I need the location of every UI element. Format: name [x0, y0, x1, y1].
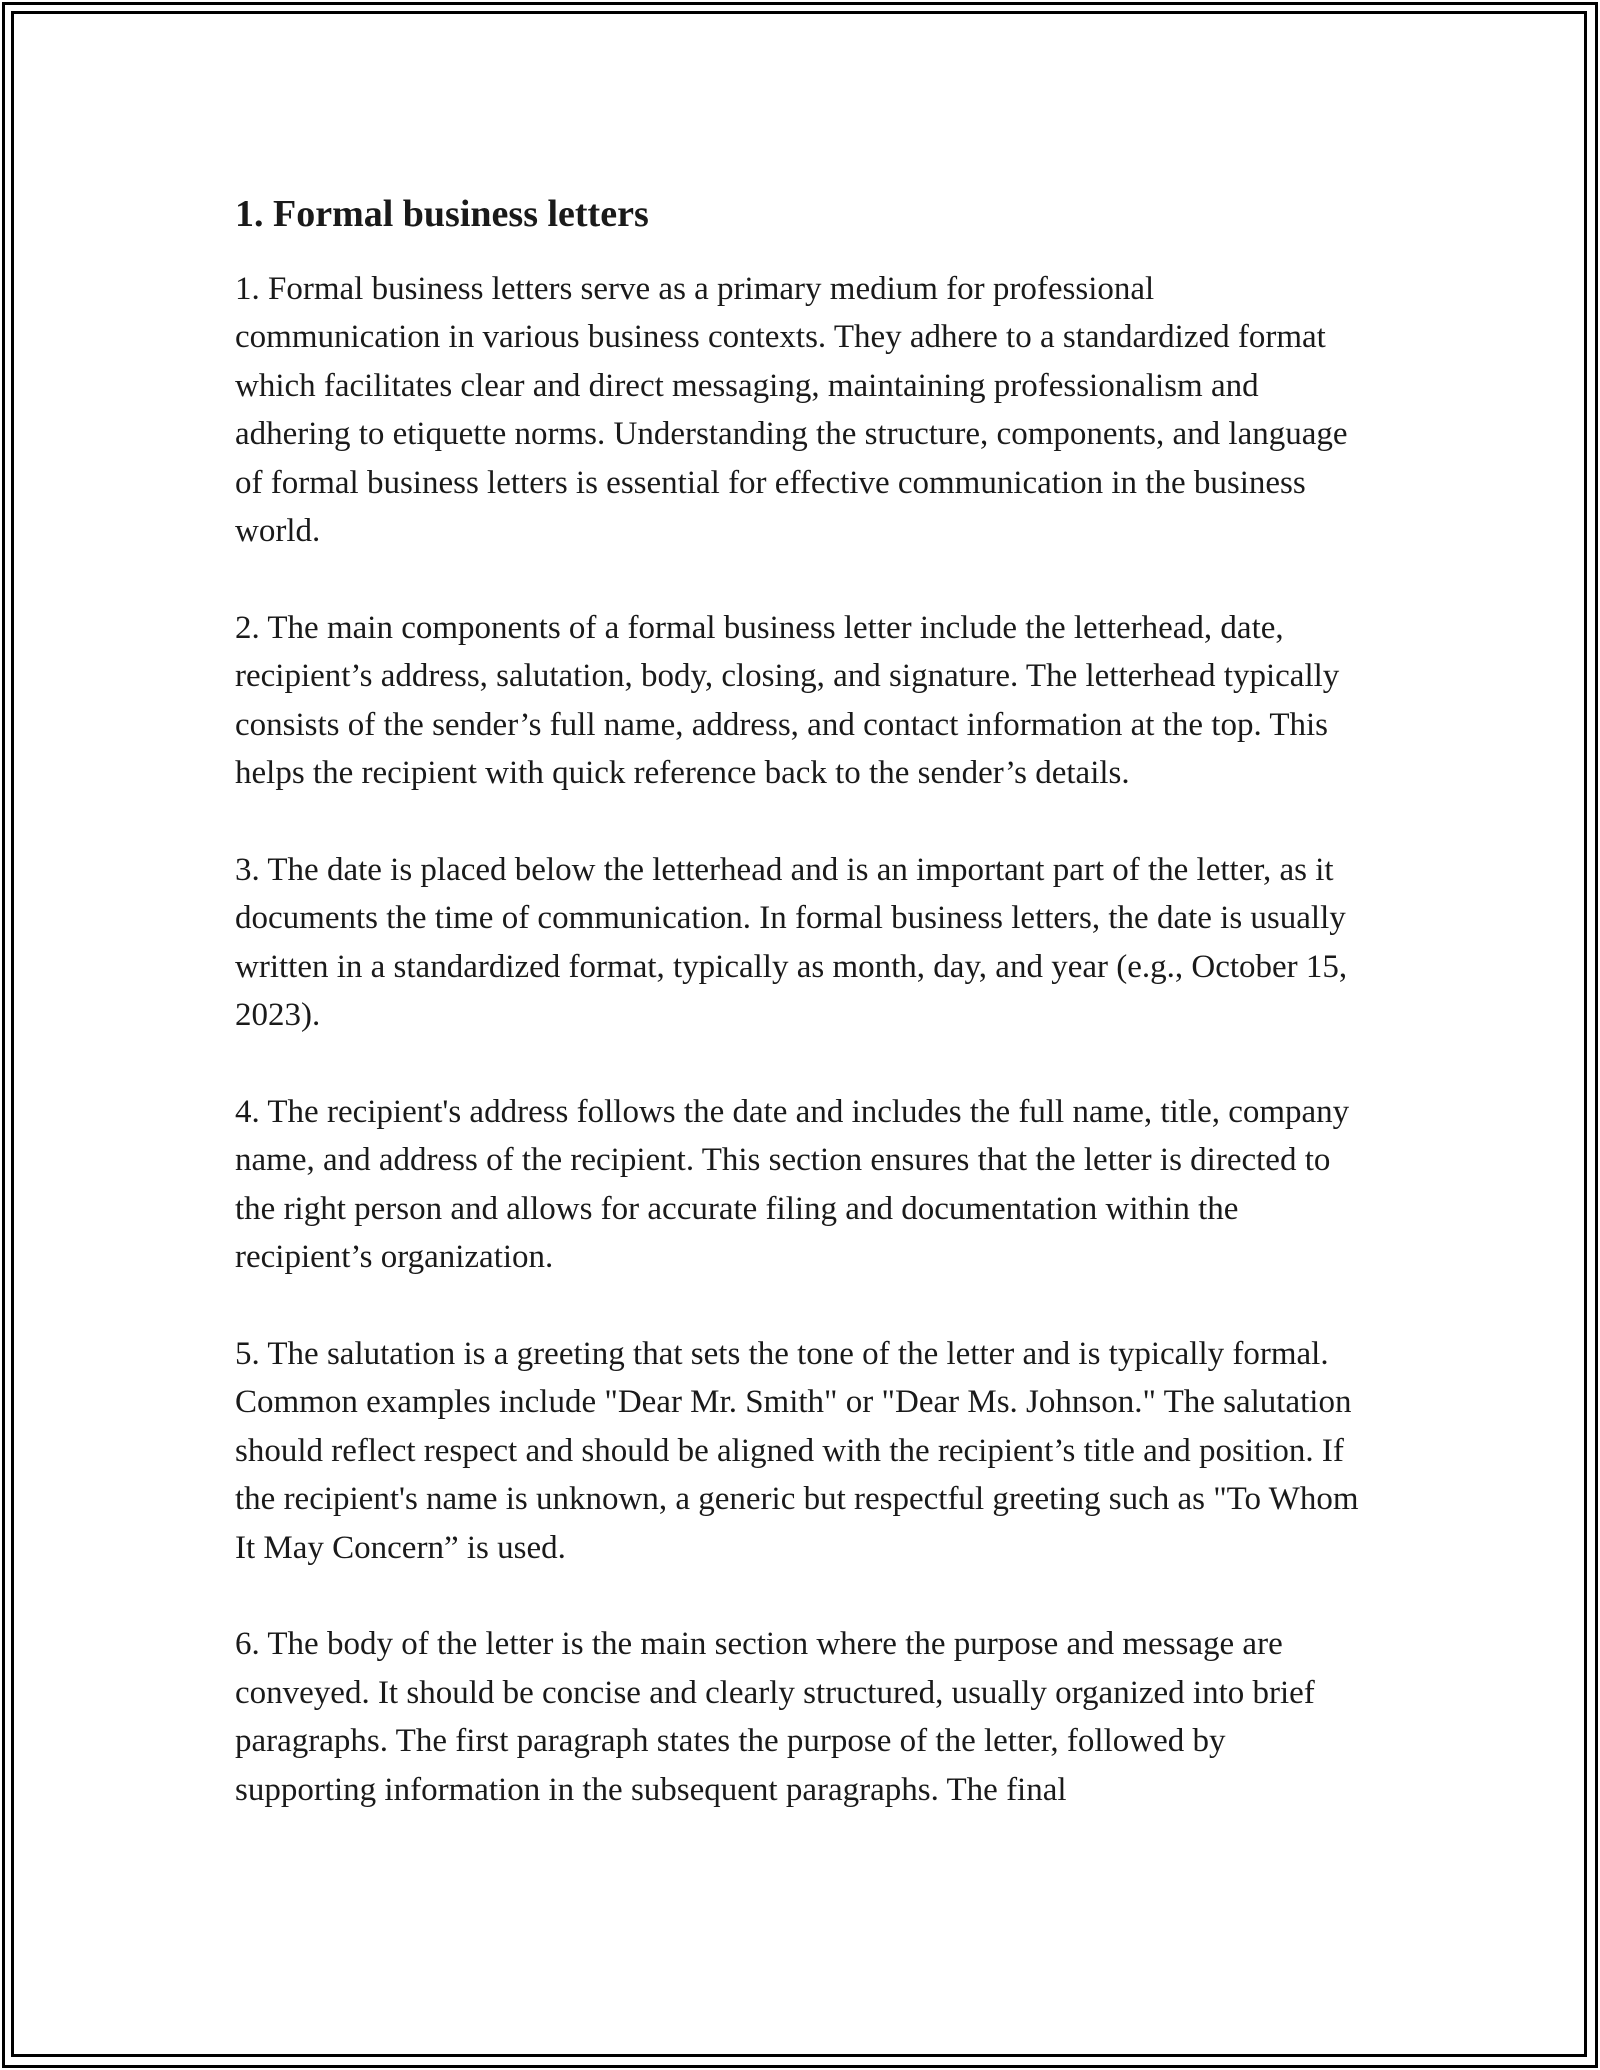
paragraph-5: 5. The salutation is a greeting that sets the tone of the letter and is typically formal. Common examples include "Dear Mr. Smith" or "Dear Ms. Johnson." The salutation should reflect respect and should be aligned with the recipient’s title and position. If the recipient's name is unknown, a generic but respectful greeting such as "To Whom It May Concern” is used. [235, 1335, 1359, 1566]
paragraph-4: 4. The recipient's address follows the date and includes the full name, title, company name, and address of the recipient. This section ensures that the letter is directed to the right person and allows for accurate filing and documentation within the recipient’s organization. [235, 1093, 1350, 1276]
paragraph-3: 3. The date is placed below the letterhead and is an important part of the letter, as it documents the time of communication. In formal business letters, the date is usually written in a standardized format, typically as month, day, and year (e.g., October 15, 2023). [235, 851, 1348, 1034]
section-heading: 1. Formal business letters [235, 193, 649, 235]
document-body [235, 185, 1365, 1862]
paragraph-6: 6. The body of the letter is the main section where the purpose and message are conveyed. It should be concise and clearly structured, usually organized into brief paragraphs. The first paragraph states the purpose of the letter, followed by supporting information in the subsequent paragraphs. The final [235, 1626, 1315, 1808]
paragraph-2: 2. The main components of a formal business letter include the letterhead, date, recipient’s address, salutation, body, closing, and signature. The letterhead typically consists of the sender’s full name, address, and contact information at the top. This helps the recipient with quick reference back to the sender’s details. [235, 609, 1340, 792]
paragraph-1: 1. Formal business letters serve as a primary medium for professional communication in various business contexts. They adhere to a standardized format which facilitates clear and direct messaging, maintaining professionalism and adhering to etiquette norms. Understanding the structure, components, and language of formal business letters is essential for effective communication in the business world. [235, 271, 1348, 550]
